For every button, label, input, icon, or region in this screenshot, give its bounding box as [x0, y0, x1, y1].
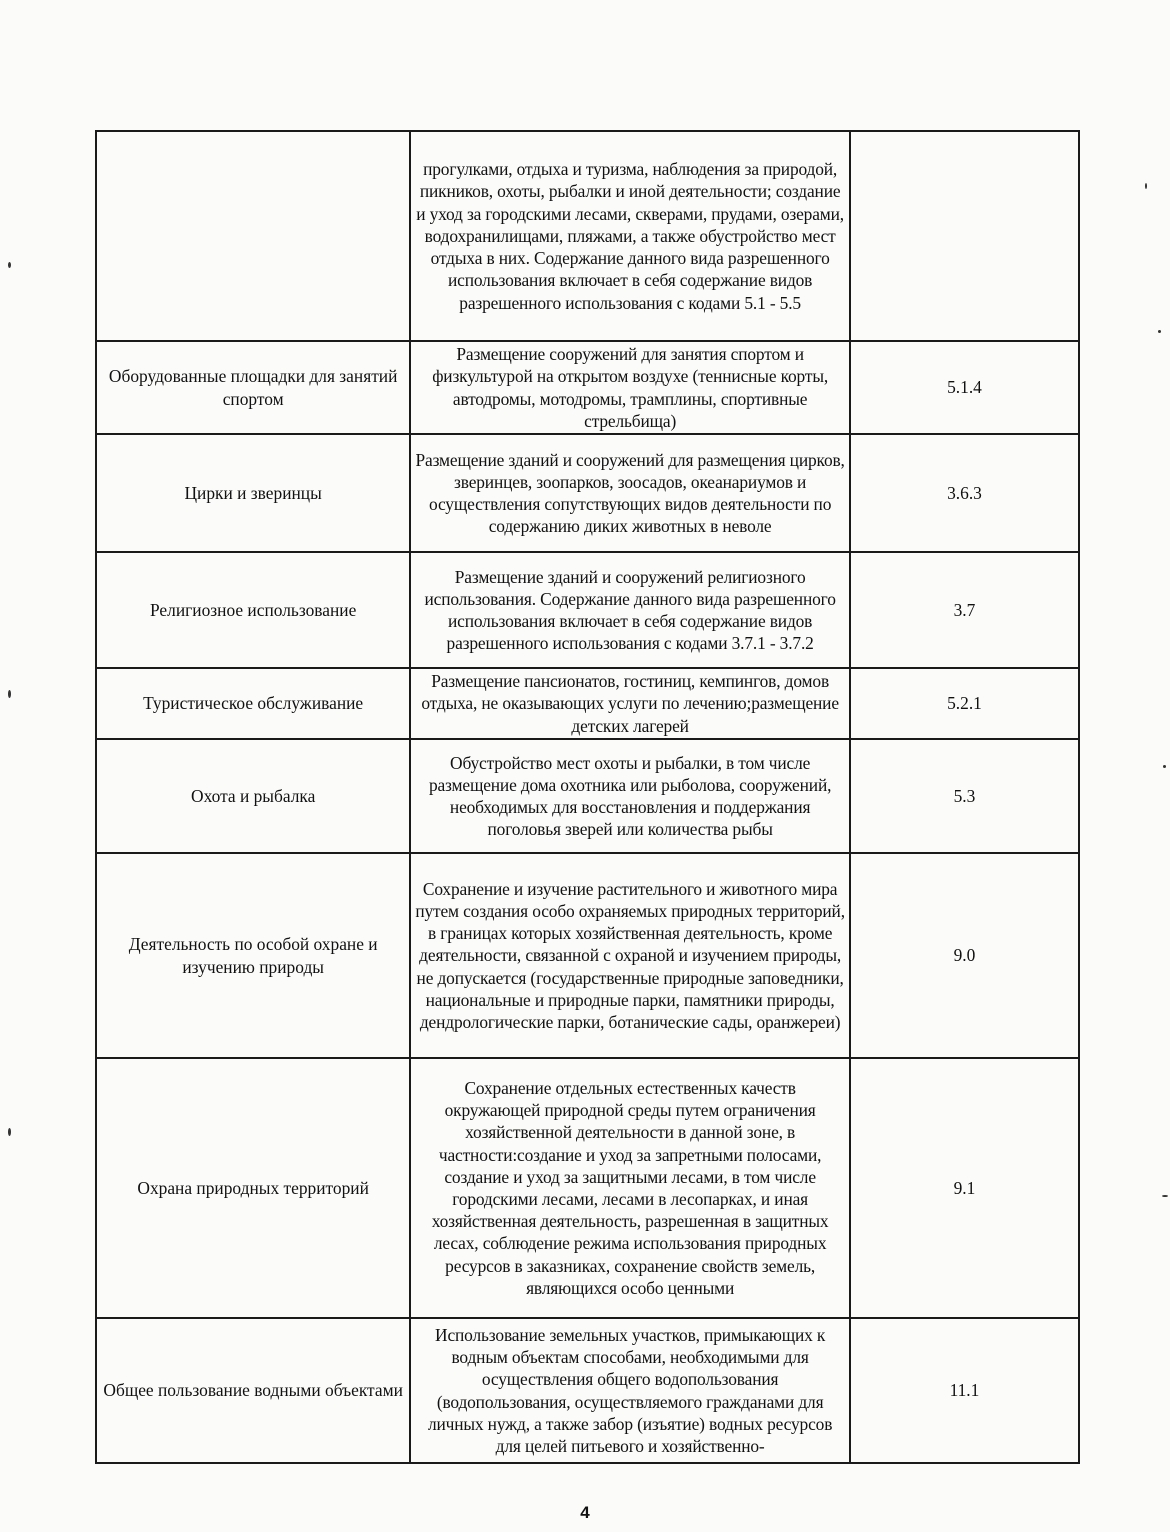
use-code-cell: 9.1 — [850, 1058, 1079, 1318]
page-number: 4 — [580, 1503, 590, 1522]
scan-speck — [1158, 330, 1161, 333]
table-row — [96, 1318, 1079, 1463]
use-code-cell: 9.0 — [850, 853, 1079, 1058]
use-description-cell: Размещение пансионатов, гостиниц, кемпингов, домов отдыха, не оказывающих услуги по лечению;размещение детских лагерей — [410, 668, 850, 739]
table-row — [96, 434, 1079, 552]
land-use-table — [95, 130, 1080, 1464]
use-description-cell: Размещение зданий и сооружений для размещения цирков, зверинцев, зоопарков, зоосадов, океанариумов и осуществления сопутствующих видов деятельности по содержанию диких животных в неволе — [410, 434, 850, 552]
scan-speck — [1162, 1195, 1168, 1197]
table-row — [96, 1058, 1079, 1318]
use-name-cell: Охрана природных территорий — [96, 1058, 410, 1318]
use-description-cell: Размещение зданий и сооружений религиозного использования. Содержание данного вида разрешенного использования включает в себя содержание видов разрешенного использования с кодами 3.7.1 - 3.7.2 — [410, 552, 850, 668]
table-row — [96, 853, 1079, 1058]
use-name-cell: Цирки и зверинцы — [96, 434, 410, 552]
use-code-cell: 5.2.1 — [850, 668, 1079, 739]
use-description-cell: Сохранение и изучение растительного и животного мира путем создания особо охраняемых природных территорий, в границах которых хозяйственная деятельность, кроме деятельности, связанной с охраной и изучением природы, не допускается (государственные природные заповедники, национальные и природные парки, памятники природы, дендрологические парки, ботанические сады, оранжереи) — [410, 853, 850, 1058]
use-name-cell: Общее пользование водными объектами — [96, 1318, 410, 1463]
scan-speck — [8, 1128, 11, 1136]
scan-speck — [8, 690, 11, 698]
use-name-cell — [96, 131, 410, 341]
use-description-cell: Размещение сооружений для занятия спортом и физкультурой на открытом воздухе (теннисные корты, автодромы, мотодромы, трамплины, спортивные стрельбища) — [410, 341, 850, 434]
use-name-cell: Религиозное использование — [96, 552, 410, 668]
table-row — [96, 131, 1079, 341]
use-name-cell: Деятельность по особой охране и изучению природы — [96, 853, 410, 1058]
table-row — [96, 668, 1079, 739]
use-code-cell: 5.1.4 — [850, 341, 1079, 434]
scan-speck — [1163, 765, 1166, 768]
use-code-cell — [850, 131, 1079, 341]
scan-speck — [1145, 183, 1147, 189]
use-description-cell: Сохранение отдельных естественных качеств окружающей природной среды путем ограничения хозяйственной деятельности в данной зоне, в частности:создание и уход за запретными полосами, создание и уход за защитными лесами, в том числе городскими лесами, лесами в лесопарках, и иная хозяйственная деятельность, разрешенная в защитных лесах, соблюдение режима использования природных ресурсов в заказниках, сохранение свойств земель, являющихся особо ценными — [410, 1058, 850, 1318]
use-name-cell: Охота и рыбалка — [96, 739, 410, 853]
use-description-cell: Использование земельных участков, примыкающих к водным объектам способами, необходимыми для осуществления общего водопользования (водопользования, осуществляемого гражданами для личных нужд, а также забор (изъятие) водных ресурсов для целей питьевого и хозяйственно- — [410, 1318, 850, 1463]
use-name-cell: Туристическое обслуживание — [96, 668, 410, 739]
use-code-cell: 11.1 — [850, 1318, 1079, 1463]
use-code-cell: 3.7 — [850, 552, 1079, 668]
table-row — [96, 341, 1079, 434]
use-description-cell: Обустройство мест охоты и рыбалки, в том числе размещение дома охотника или рыболова, сооружений, необходимых для восстановления и поддержания поголовья зверей или количества рыбы — [410, 739, 850, 853]
use-name-cell: Оборудованные площадки для занятий спортом — [96, 341, 410, 434]
use-description-cell: прогулками, отдыха и туризма, наблюдения за природой, пикников, охоты, рыбалки и иной деятельности; создание и уход за городскими лесами, скверами, прудами, озерами, водохранилищами, пляжами, а также обустройство мест отдыха в них. Содержание данного вида разрешенного использования включает в себя содержание видов разрешенного использования с кодами 5.1 - 5.5 — [410, 131, 850, 341]
use-code-cell: 5.3 — [850, 739, 1079, 853]
use-code-cell: 3.6.3 — [850, 434, 1079, 552]
scan-speck — [8, 262, 11, 268]
table-row — [96, 552, 1079, 668]
table-row — [96, 739, 1079, 853]
